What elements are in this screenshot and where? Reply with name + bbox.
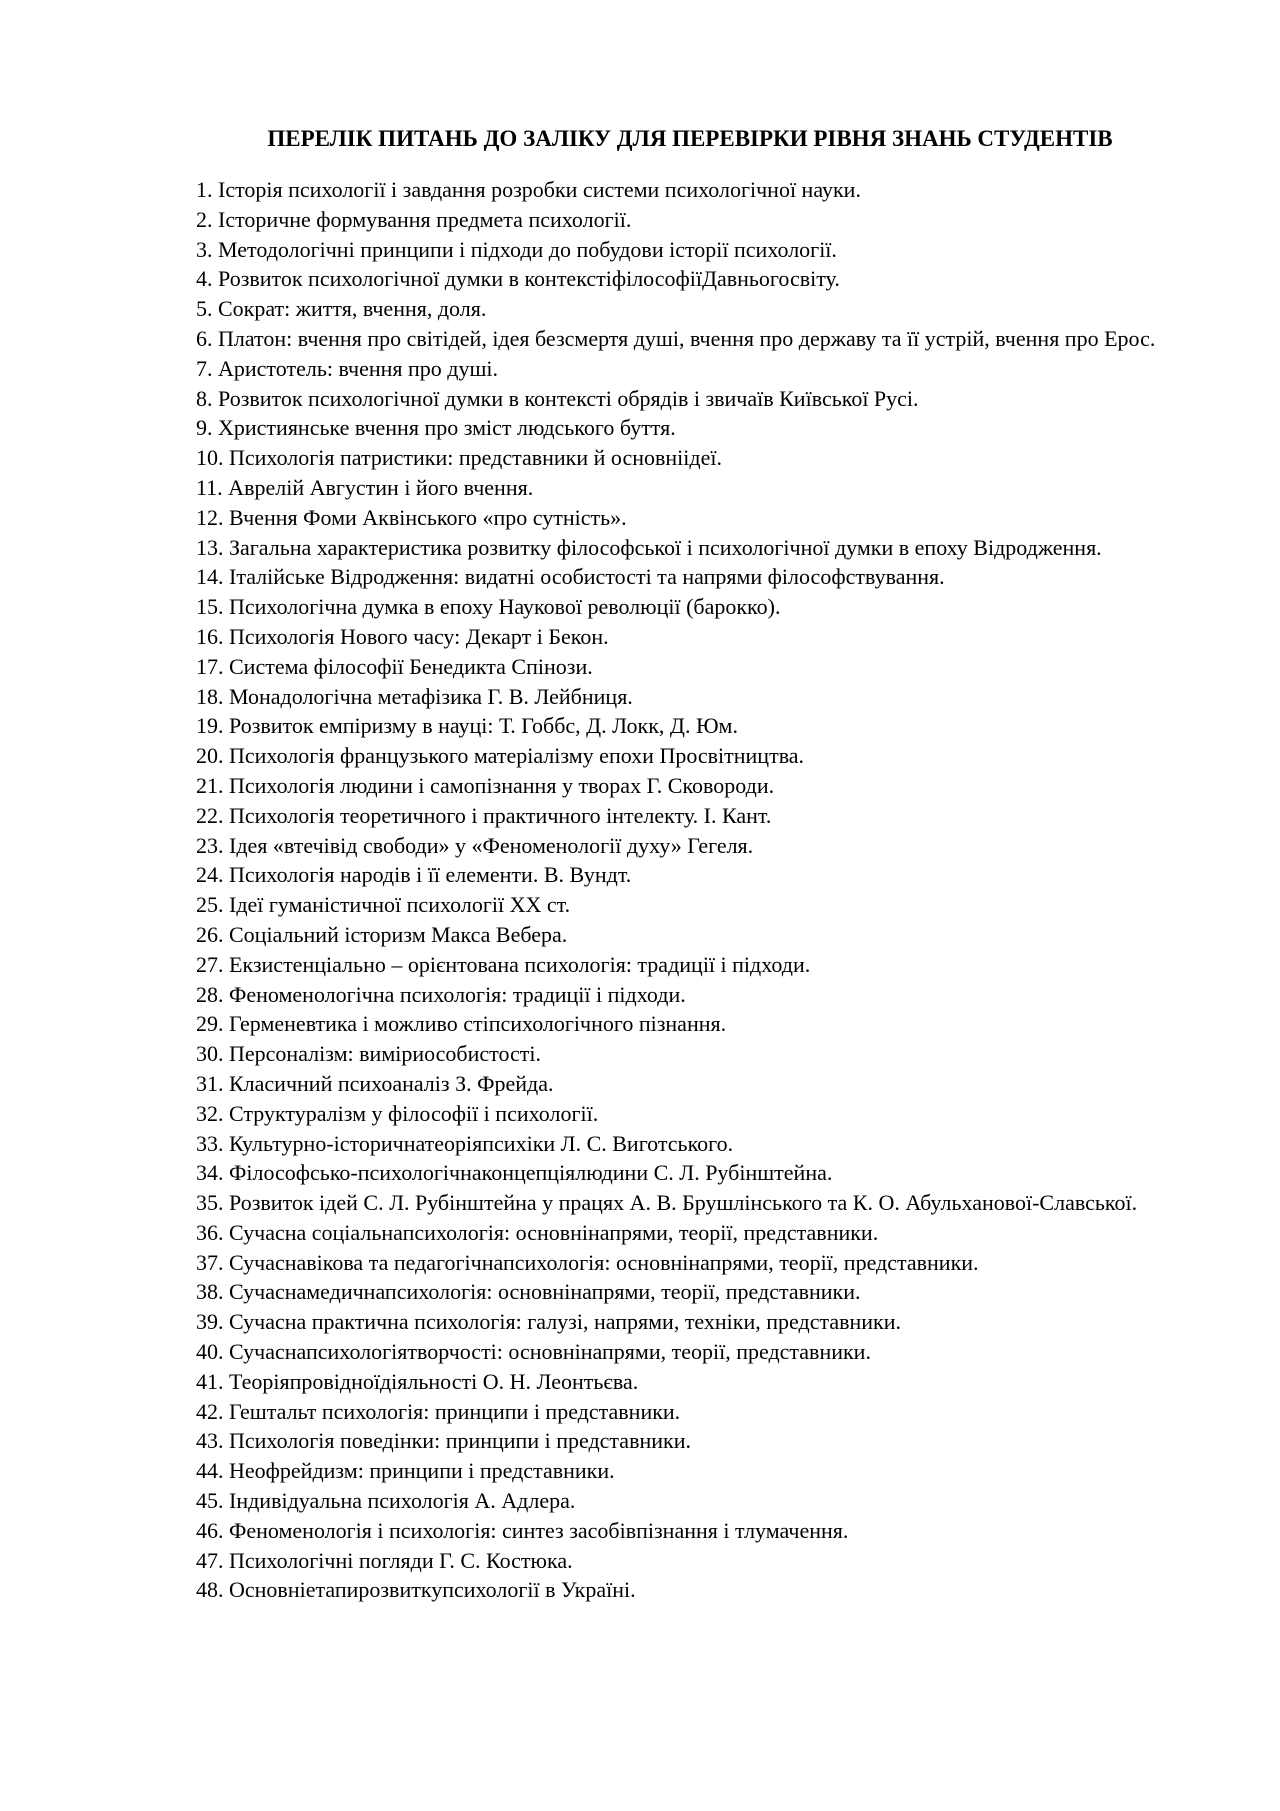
question-item: 11. Аврелій Августин і його вчення. xyxy=(196,474,534,500)
question-item: 3. Методологічні принципи і підходи до побудови історії психології. xyxy=(196,236,837,262)
question-item: 14. Італійське Відродження: видатні особистості та напрями філософствування. xyxy=(196,564,945,590)
question-item: 1. Історія психології і завдання розробки системи психологічної науки. xyxy=(196,177,861,202)
question-item: 30. Персоналізм: виміриособистості. xyxy=(196,1041,542,1067)
question-item: 20. Психологія французького матеріалізму епохи Просвітництва. xyxy=(196,743,805,769)
question-item: 10. Психологія патристики: представники й основніідеї. xyxy=(196,445,722,471)
question-item: 41. Теоріяпровідноїдіяльності О. Н. Леонтьєва. xyxy=(196,1368,639,1394)
question-item: 25. Ідеї гуманістичної психології ХХ ст. xyxy=(196,892,571,918)
question-item: 39. Сучасна практична психологія: галузі, напрями, техніки, представники. xyxy=(196,1309,901,1335)
question-item: 42. Гештальт психологія: принципи і представники. xyxy=(196,1398,681,1424)
question-item: 21. Психологія людини і самопізнання у творах Г. Сковороди. xyxy=(196,772,775,798)
question-item: 35. Розвиток ідей С. Л. Рубінштейна у працях А. В. Брушлінського та К. О. Абульханової-Славської. xyxy=(196,1190,1138,1216)
question-item: 2. Історичне формування предмета психології. xyxy=(196,206,632,232)
question-item: 15. Психологічна думка в епоху Наукової революції (барокко). xyxy=(196,594,781,620)
question-item: 7. Аристотель: вчення про душі. xyxy=(196,355,499,381)
question-item: 9. Християнське вчення про зміст людського буття. xyxy=(196,415,676,441)
question-item: 34. Філософсько-психологічнаконцепціялюдини С. Л. Рубінштейна. xyxy=(196,1160,833,1186)
question-item: 19. Розвиток емпіризму в науці: Т. Гоббс, Д. Локк, Д. Юм. xyxy=(196,713,738,739)
question-item: 38. Сучаснамедичнапсихологія: основнінапрями, теорії, представники. xyxy=(196,1279,861,1305)
question-item: 44. Неофрейдизм: принципи і представники. xyxy=(196,1458,615,1484)
question-item: 13. Загальна характеристика розвитку філософської і психологічної думки в епоху Відродження. xyxy=(196,534,1102,560)
question-item: 26. Соціальний історизм Макса Вебера. xyxy=(196,921,568,947)
question-list xyxy=(196,175,1184,1605)
question-item: 48. Основніетапирозвиткупсихології в Україні. xyxy=(196,1577,636,1603)
question-item: 33. Культурно-історичнатеоріяпсихіки Л. С. Виготського. xyxy=(196,1130,734,1156)
question-item: 46. Феноменологія і психологія: синтез засобівпізнання і тлумачення. xyxy=(196,1517,849,1543)
question-item: 18. Монадологічна метафізика Г. В. Лейбниця. xyxy=(196,683,633,709)
question-item: 4. Розвиток психологічної думки в контекстіфілософіїДавньогосвіту. xyxy=(196,266,840,292)
page-title: ПЕРЕЛІК ПИТАНЬ ДО ЗАЛІКУ ДЛЯ ПЕРЕВІРКИ РІВНЯ ЗНАНЬ СТУДЕНТІВ xyxy=(267,126,1113,151)
question-item: 22. Психологія теоретичного і практичного інтелекту. І. Кант. xyxy=(196,802,772,828)
question-item: 27. Екзистенціально – орієнтована психологія: традиції і підходи. xyxy=(196,951,811,977)
question-item: 12. Вчення Фоми Аквінського «про сутність». xyxy=(196,504,627,530)
question-item: 37. Сучаснавікова та педагогічнапсихологія: основнінапрями, теорії, представники. xyxy=(196,1249,979,1275)
question-item: 31. Класичний психоаналіз З. Фрейда. xyxy=(196,1070,554,1096)
question-item: 6. Платон: вчення про світідей, ідея безсмертя душі, вчення про державу та її устрій, вчення про Ерос. xyxy=(196,325,1156,351)
question-item: 29. Герменевтика і можливо стіпсихологічного пізнання. xyxy=(196,1011,727,1037)
question-item: 24. Психологія народів і її елементи. В. Вундт. xyxy=(196,862,632,888)
question-item: 8. Розвиток психологічної думки в контексті обрядів і звичаїв Київської Русі. xyxy=(196,385,919,411)
question-item: 47. Психологічні погляди Г. С. Костюка. xyxy=(196,1547,573,1573)
question-item: 36. Сучасна соціальнапсихологія: основнінапрями, теорії, представники. xyxy=(196,1219,879,1245)
question-item: 45. Індивідуальна психологія А. Адлера. xyxy=(196,1488,576,1514)
question-item: 32. Структуралізм у філософії і психології. xyxy=(196,1100,599,1126)
question-item: 40. Сучаснапсихологіятворчості: основнінапрями, теорії, представники. xyxy=(196,1339,871,1365)
question-item: 5. Сократ: життя, вчення, доля. xyxy=(196,296,487,322)
question-item: 28. Феноменологічна психологія: традиції і підходи. xyxy=(196,981,686,1007)
question-item: 23. Ідея «втечівід свободи» у «Феноменології духу» Гегеля. xyxy=(196,832,754,858)
question-item: 43. Психологія поведінки: принципи і представники. xyxy=(196,1428,691,1454)
question-item: 17. Система філософії Бенедикта Спінози. xyxy=(196,653,593,679)
question-item: 16. Психологія Нового часу: Декарт і Бекон. xyxy=(196,623,609,649)
